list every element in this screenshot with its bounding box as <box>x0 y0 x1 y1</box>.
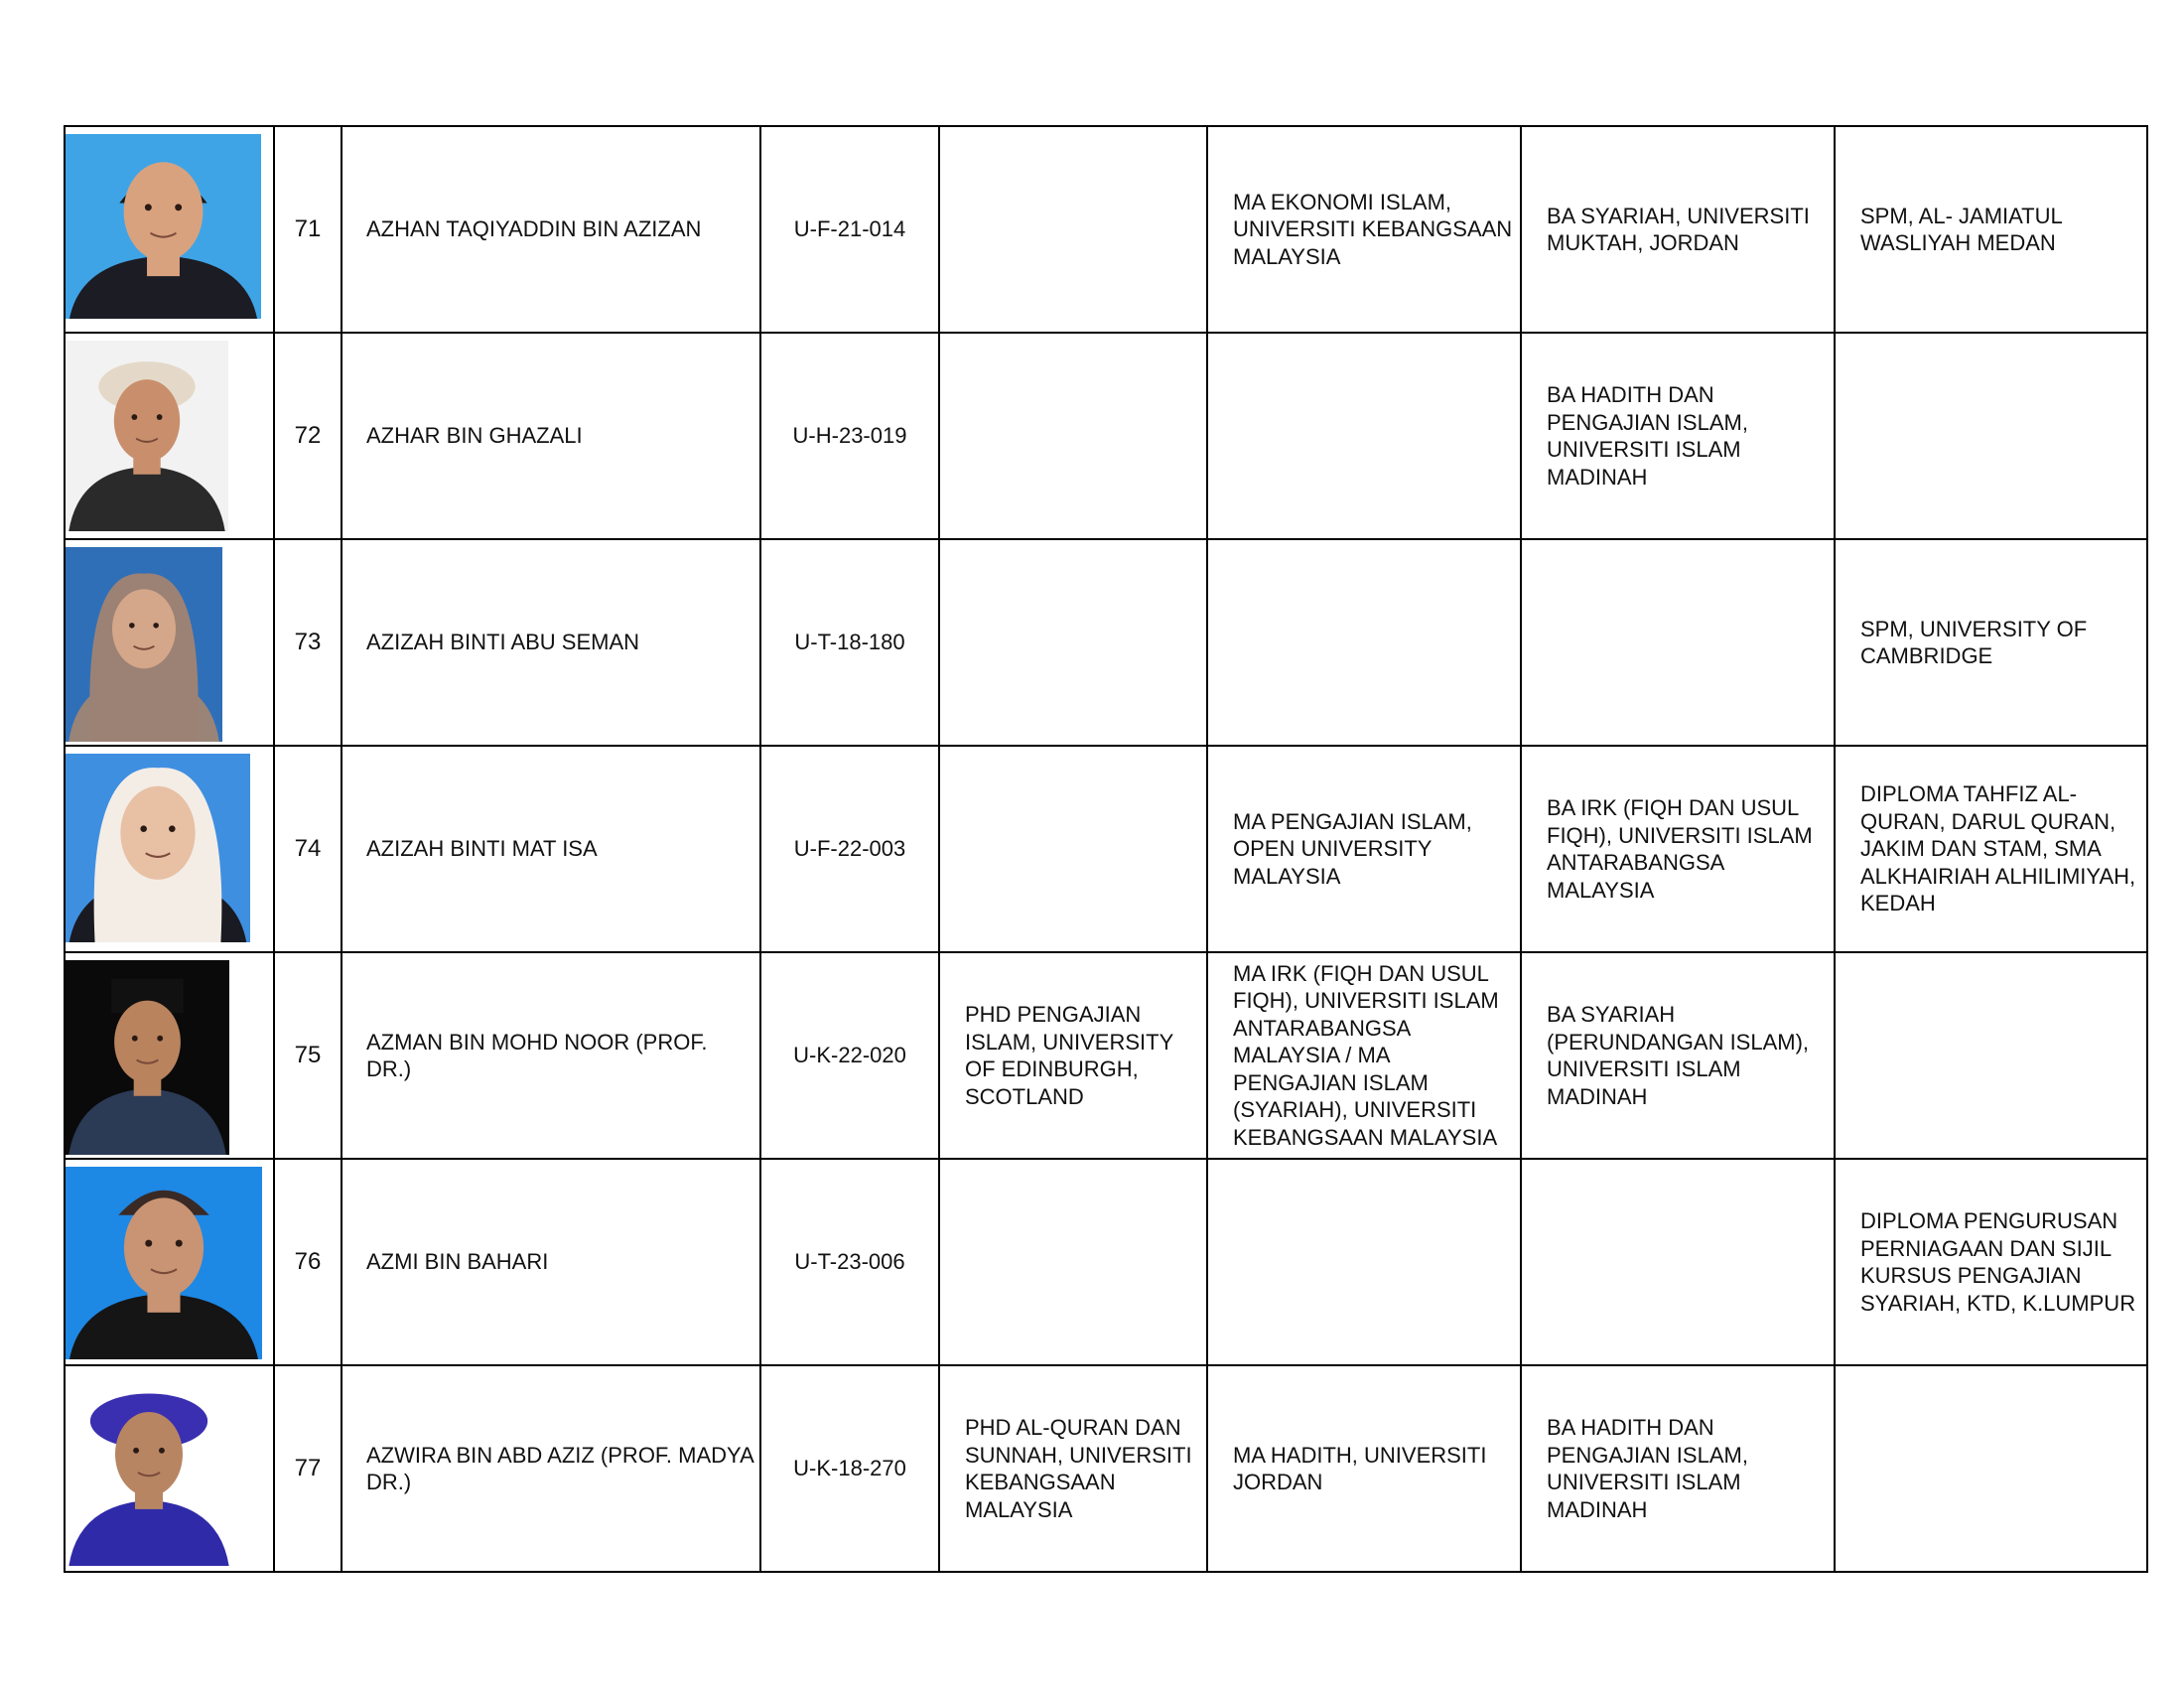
row-number-cell <box>274 1159 341 1365</box>
table-row <box>65 746 2147 952</box>
staff-photo <box>66 754 250 942</box>
ba-qualification: BA IRK (FIQH DAN USUL FIQH), UNIVERSITI ISLAM ANTARABANGSA MALAYSIA <box>1547 795 1813 903</box>
row-number-cell <box>274 333 341 539</box>
staff-name-cell <box>341 1365 760 1572</box>
row-number: 71 <box>294 215 322 243</box>
other-qualification: DIPLOMA PENGURUSAN PERNIAGAAN DAN SIJIL KURSUS PENGAJIAN SYARIAH, KTD, K.LUMPUR <box>1860 1208 2136 1316</box>
staff-id-cell <box>760 952 939 1159</box>
photo-cell <box>65 539 274 746</box>
ba-qualification: BA SYARIAH (PERUNDANGAN ISLAM), UNIVERSITI ISLAM MADINAH <box>1547 1002 1810 1109</box>
staff-name: AZMI BIN BAHARI <box>366 1249 549 1275</box>
staff-id: U-F-22-003 <box>793 836 906 862</box>
staff-photo <box>66 134 261 319</box>
phd-qualification-cell <box>939 333 1207 539</box>
table-row <box>65 1159 2147 1365</box>
ma-qualification: MA PENGAJIAN ISLAM, OPEN UNIVERSITY MALAYSIA <box>1233 808 1472 889</box>
staff-id: U-F-21-014 <box>793 216 906 242</box>
table-row <box>65 1365 2147 1572</box>
phd-qualification-cell <box>939 1365 1207 1572</box>
staff-id-cell <box>760 126 939 333</box>
table-row <box>65 333 2147 539</box>
staff-name: AZHAN TAQIYADDIN BIN AZIZAN <box>366 216 702 242</box>
staff-name: AZIZAH BINTI ABU SEMAN <box>366 630 640 655</box>
ma-qualification-cell <box>1207 1159 1521 1365</box>
staff-id-cell <box>760 539 939 746</box>
row-number-cell <box>274 126 341 333</box>
photo-cell <box>65 126 274 333</box>
ba-qualification-cell <box>1521 1365 1835 1572</box>
ba-qualification-cell <box>1521 952 1835 1159</box>
ma-qualification-cell <box>1207 539 1521 746</box>
staff-name-cell <box>341 952 760 1159</box>
photo-cell <box>65 746 274 952</box>
staff-photo <box>66 1167 262 1359</box>
table-body <box>65 126 2147 1572</box>
ma-qualification-cell <box>1207 746 1521 952</box>
row-number-cell <box>274 746 341 952</box>
ba-qualification: BA SYARIAH, UNIVERSITI MUKTAH, JORDAN <box>1547 203 1810 255</box>
table-row <box>65 126 2147 333</box>
phd-qualification-cell <box>939 952 1207 1159</box>
staff-name: AZWIRA BIN ABD AZIZ (PROF. MADYA DR.) <box>366 1442 753 1494</box>
staff-id-cell <box>760 333 939 539</box>
ma-qualification-cell <box>1207 952 1521 1159</box>
staff-id: U-H-23-019 <box>792 423 907 449</box>
row-number: 77 <box>294 1455 322 1482</box>
ba-qualification: BA HADITH DAN PENGAJIAN ISLAM, UNIVERSITI ISLAM MADINAH <box>1547 1415 1748 1522</box>
photo-cell <box>65 333 274 539</box>
staff-id: U-K-22-020 <box>793 1043 906 1068</box>
table-row <box>65 539 2147 746</box>
ma-qualification-cell <box>1207 333 1521 539</box>
photo-cell <box>65 1159 274 1365</box>
staff-photo <box>66 1373 232 1566</box>
staff-id: U-T-18-180 <box>794 630 905 655</box>
row-number: 72 <box>294 422 322 450</box>
other-qualification-cell <box>1835 746 2147 952</box>
other-qualification-cell <box>1835 1159 2147 1365</box>
other-qualification-cell <box>1835 539 2147 746</box>
ba-qualification-cell <box>1521 1159 1835 1365</box>
ma-qualification: MA HADITH, UNIVERSITI JORDAN <box>1233 1442 1487 1494</box>
row-number: 73 <box>294 629 322 656</box>
row-number: 76 <box>294 1248 322 1276</box>
staff-name: AZHAR BIN GHAZALI <box>366 423 583 449</box>
row-number-cell <box>274 539 341 746</box>
phd-qualification-cell <box>939 746 1207 952</box>
phd-qualification-cell <box>939 539 1207 746</box>
photo-cell <box>65 1365 274 1572</box>
phd-qualification: PHD PENGAJIAN ISLAM, UNIVERSITY OF EDINBURGH, SCOTLAND <box>965 1002 1173 1109</box>
phd-qualification-cell <box>939 126 1207 333</box>
ba-qualification-cell <box>1521 539 1835 746</box>
staff-photo <box>66 341 228 531</box>
row-number: 74 <box>294 835 322 863</box>
row-number-cell <box>274 1365 341 1572</box>
staff-id: U-K-18-270 <box>793 1456 906 1481</box>
staff-id-cell <box>760 1365 939 1572</box>
ba-qualification-cell <box>1521 746 1835 952</box>
staff-id: U-T-23-006 <box>794 1249 905 1275</box>
staff-id-cell <box>760 1159 939 1365</box>
staff-id-cell <box>760 746 939 952</box>
staff-qualifications-table <box>64 125 2148 1573</box>
phd-qualification-cell <box>939 1159 1207 1365</box>
other-qualification-cell <box>1835 952 2147 1159</box>
staff-name: AZIZAH BINTI MAT ISA <box>366 836 598 862</box>
other-qualification-cell <box>1835 333 2147 539</box>
ma-qualification-cell <box>1207 126 1521 333</box>
ba-qualification: BA HADITH DAN PENGAJIAN ISLAM, UNIVERSITI ISLAM MADINAH <box>1547 382 1748 490</box>
staff-photo <box>66 547 222 742</box>
row-number-cell <box>274 952 341 1159</box>
other-qualification: DIPLOMA TAHFIZ AL-QURAN, DARUL QURAN, JAKIM DAN STAM, SMA ALKHAIRIAH ALHILIMIYAH, KEDAH <box>1860 781 2136 916</box>
ba-qualification-cell <box>1521 126 1835 333</box>
other-qualification: SPM, AL- JAMIATUL WASLIYAH MEDAN <box>1860 203 2062 255</box>
ma-qualification: MA IRK (FIQH DAN USUL FIQH), UNIVERSITI ISLAM ANTARABANGSA MALAYSIA / MA PENGAJIAN ISLAM (SYARIAH), UNIVERSITI KEBANGSAAN MALAYSIA <box>1233 960 1499 1150</box>
ma-qualification: MA EKONOMI ISLAM, UNIVERSITI KEBANGSAAN MALAYSIA <box>1233 189 1513 269</box>
ma-qualification-cell <box>1207 1365 1521 1572</box>
staff-name-cell <box>341 333 760 539</box>
staff-name-cell <box>341 539 760 746</box>
staff-name-cell <box>341 1159 760 1365</box>
phd-qualification: PHD AL-QURAN DAN SUNNAH, UNIVERSITI KEBANGSAAN MALAYSIA <box>965 1415 1192 1522</box>
other-qualification-cell <box>1835 1365 2147 1572</box>
staff-photo <box>66 960 229 1155</box>
table-row <box>65 952 2147 1159</box>
row-number: 75 <box>294 1042 322 1069</box>
staff-name-cell <box>341 746 760 952</box>
ba-qualification-cell <box>1521 333 1835 539</box>
staff-name: AZMAN BIN MOHD NOOR (PROF. DR.) <box>366 1029 708 1081</box>
other-qualification-cell <box>1835 126 2147 333</box>
other-qualification: SPM, UNIVERSITY OF CAMBRIDGE <box>1860 616 2088 668</box>
staff-name-cell <box>341 126 760 333</box>
photo-cell <box>65 952 274 1159</box>
